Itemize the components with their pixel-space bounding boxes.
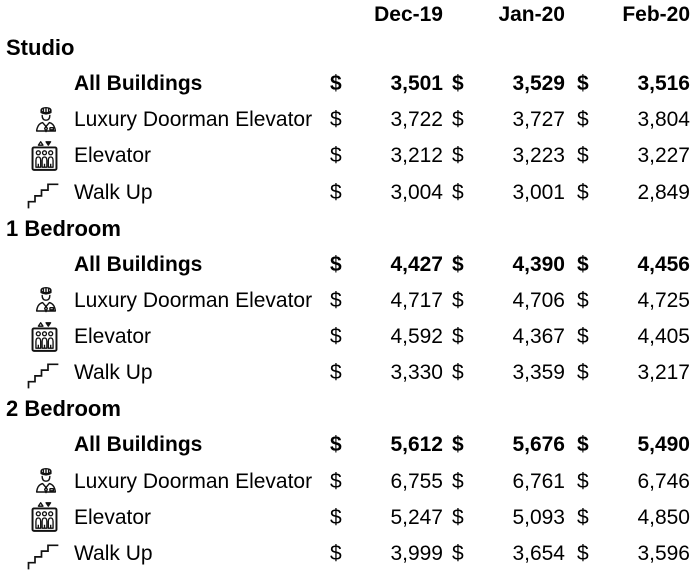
currency-symbol: $ [452, 541, 464, 565]
table-header-row [0, 0, 693, 30]
row-label: Elevator [74, 505, 152, 529]
row-label: All Buildings [74, 433, 203, 457]
currency-symbol: $ [577, 469, 589, 493]
rent-value: 4,427 [390, 252, 443, 276]
rent-value: 3,727 [512, 108, 565, 132]
section-header-row [0, 391, 693, 427]
row-icon-cell [0, 283, 70, 319]
row-icon-cell [0, 102, 70, 138]
table-row [0, 319, 693, 355]
rent-value: 6,755 [390, 469, 443, 493]
rent-value: 3,001 [512, 180, 565, 204]
currency-symbol: $ [452, 361, 464, 385]
table-row [0, 464, 693, 500]
table-row [0, 102, 693, 138]
row-label: Elevator [74, 144, 152, 168]
currency-symbol: $ [577, 108, 589, 132]
doorman-icon [31, 105, 61, 136]
currency-symbol: $ [330, 180, 342, 204]
row-icon-cell [0, 66, 70, 102]
header-spacer [0, 0, 70, 30]
row-label: Walk Up [74, 541, 153, 565]
column-header-month-2: Jan-20 [498, 3, 565, 26]
rent-value: 4,405 [637, 325, 690, 349]
currency-symbol: $ [330, 144, 342, 168]
doorman-icon [31, 466, 61, 497]
currency-symbol: $ [577, 361, 589, 385]
rent-value: 3,212 [390, 144, 443, 168]
rent-value: 4,850 [637, 505, 690, 529]
currency-symbol: $ [577, 144, 589, 168]
rent-value: 3,999 [390, 541, 443, 565]
rent-value: 4,456 [637, 252, 690, 276]
currency-symbol: $ [577, 252, 589, 276]
currency-symbol: $ [330, 361, 342, 385]
table-row [0, 536, 693, 572]
currency-symbol: $ [577, 72, 589, 96]
row-icon-cell [0, 319, 70, 355]
rent-value: 3,223 [512, 144, 565, 168]
rent-value: 2,849 [637, 180, 690, 204]
table-row [0, 283, 693, 319]
currency-symbol: $ [330, 288, 342, 312]
row-label: All Buildings [74, 252, 203, 276]
rent-value: 4,717 [390, 288, 443, 312]
rent-value: 4,725 [637, 288, 690, 312]
rent-value: 5,093 [512, 505, 565, 529]
section-header-row [0, 211, 693, 247]
row-icon-cell [0, 536, 70, 572]
row-icon-cell [0, 500, 70, 536]
column-header-month-1: Dec-19 [374, 3, 443, 26]
currency-symbol: $ [330, 433, 342, 457]
table-row [0, 427, 693, 463]
table-body [0, 30, 693, 572]
rent-value: 4,390 [512, 252, 565, 276]
currency-symbol: $ [577, 505, 589, 529]
row-label: Walk Up [74, 361, 153, 385]
rent-value: 5,490 [637, 433, 690, 457]
table-row [0, 355, 693, 391]
currency-symbol: $ [330, 325, 342, 349]
rent-value: 3,217 [637, 361, 690, 385]
currency-symbol: $ [452, 433, 464, 457]
rent-value: 5,676 [512, 433, 565, 457]
currency-symbol: $ [452, 469, 464, 493]
rent-value: 4,706 [512, 288, 565, 312]
currency-symbol: $ [452, 108, 464, 132]
row-icon-cell [0, 138, 70, 174]
currency-symbol: $ [452, 252, 464, 276]
rent-value: 3,501 [390, 72, 443, 96]
currency-symbol: $ [452, 505, 464, 529]
currency-symbol: $ [330, 72, 342, 96]
rent-value: 3,359 [512, 361, 565, 385]
stairs-icon [25, 538, 61, 570]
currency-symbol: $ [452, 144, 464, 168]
row-icon-cell [0, 355, 70, 391]
currency-symbol: $ [330, 541, 342, 565]
section-title: 2 Bedroom [6, 396, 121, 422]
row-label: Luxury Doorman Elevator [74, 288, 313, 312]
row-icon-cell [0, 175, 70, 211]
doorman-icon [31, 285, 61, 316]
elevator-icon [28, 501, 61, 534]
stairs-icon [25, 177, 61, 209]
row-label: Elevator [74, 325, 152, 349]
row-icon-cell [0, 464, 70, 500]
section-header-row [0, 30, 693, 66]
rent-value: 3,004 [390, 180, 443, 204]
row-icon-cell [0, 427, 70, 463]
elevator-icon [28, 140, 61, 173]
row-label: Luxury Doorman Elevator [74, 108, 313, 132]
rent-value: 6,761 [512, 469, 565, 493]
currency-symbol: $ [330, 252, 342, 276]
rent-value: 3,227 [637, 144, 690, 168]
currency-symbol: $ [577, 541, 589, 565]
currency-symbol: $ [577, 180, 589, 204]
rent-value: 3,804 [637, 108, 690, 132]
currency-symbol: $ [452, 288, 464, 312]
currency-symbol: $ [577, 288, 589, 312]
section-title: 1 Bedroom [6, 215, 121, 241]
currency-symbol: $ [577, 433, 589, 457]
row-label: Walk Up [74, 180, 153, 204]
rent-value: 3,330 [390, 361, 443, 385]
currency-symbol: $ [330, 108, 342, 132]
rent-value: 6,746 [637, 469, 690, 493]
section-title: Studio [6, 35, 75, 61]
table-row [0, 138, 693, 174]
rent-value: 3,516 [637, 72, 690, 96]
row-label: Luxury Doorman Elevator [74, 469, 313, 493]
rent-value: 3,529 [512, 72, 565, 96]
row-label: All Buildings [74, 72, 203, 96]
currency-symbol: $ [452, 180, 464, 204]
currency-symbol: $ [452, 325, 464, 349]
rent-value: 4,367 [512, 325, 565, 349]
row-icon-cell [0, 247, 70, 283]
table-row [0, 247, 693, 283]
currency-symbol: $ [452, 72, 464, 96]
currency-symbol: $ [330, 469, 342, 493]
currency-symbol: $ [330, 505, 342, 529]
rent-value: 5,612 [390, 433, 443, 457]
column-header-month-3: Feb-20 [622, 3, 690, 26]
table-row [0, 66, 693, 102]
rent-value: 3,654 [512, 541, 565, 565]
table-row [0, 175, 693, 211]
rent-value: 4,592 [390, 325, 443, 349]
elevator-icon [28, 321, 61, 354]
rent-value: 3,722 [390, 108, 443, 132]
currency-symbol: $ [577, 325, 589, 349]
rent-value: 3,596 [637, 541, 690, 565]
table-row [0, 500, 693, 536]
stairs-icon [25, 357, 61, 389]
rent-value: 5,247 [390, 505, 443, 529]
